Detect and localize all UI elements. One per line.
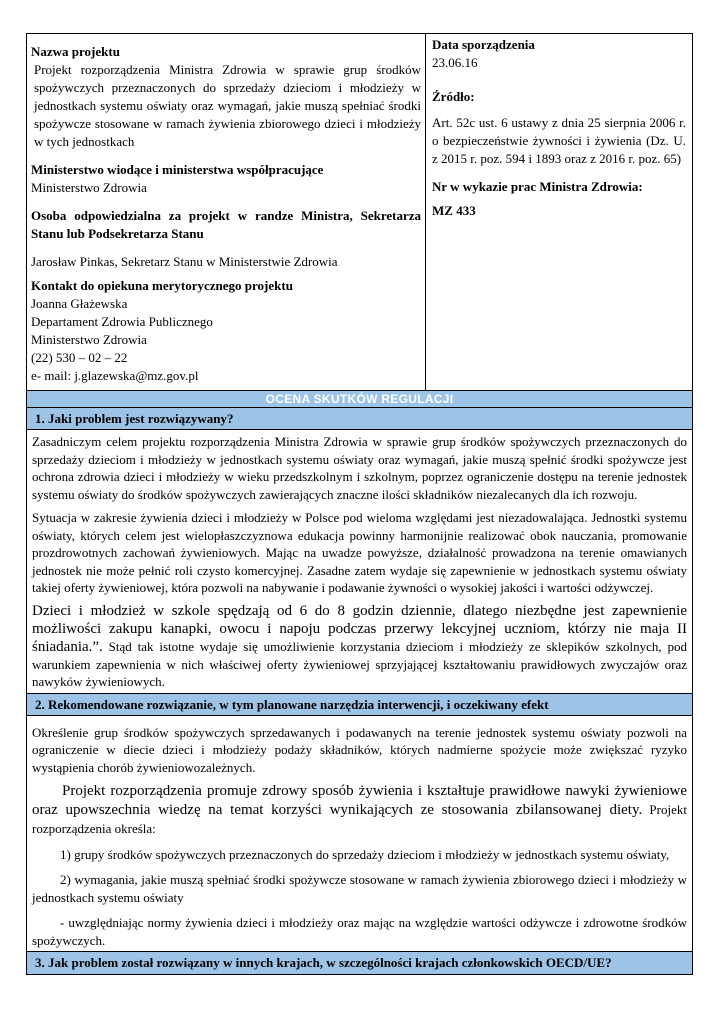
q2-paragraph-1: Określenie grup środków spożywczych sprzedawanych i podawanych na terenie jednostek systemu oświaty pozwoli na ograniczenie w diecie dzieci i młodzieży podaży składników, których nadmierne spożycie może zwiększać ryzyko wystąpienia chorób żywieniowozależnych. xyxy=(32,724,687,775)
source-label: Źródło: xyxy=(432,89,475,104)
question-1-heading: 1. Jaki problem jest rozwiązywany? xyxy=(27,408,692,430)
contact-ministry: Ministerstwo Zdrowia xyxy=(31,332,147,347)
contact-name: Joanna Głażewska xyxy=(31,296,128,311)
project-name: Projekt rozporządzenia Ministra Zdrowia w sprawie grup środków spożywczych przeznaczonych do sprzedaży dzieciom i młodzieży w jednostkach systemu oświaty oraz wymagań, jakie muszą spełniać środki spożywcze stosowane w ramach żywienia zbiorowego dzieci i młodzieży w tych jednostkach xyxy=(34,62,421,149)
contact-label: Kontakt do opiekuna merytorycznego projektu xyxy=(31,278,293,293)
date-label: Data sporządzenia xyxy=(432,37,535,52)
q1-paragraph-1: Zasadniczym celem projektu rozporządzenia Ministra Zdrowia w sprawie grup środków spożywczych przeznaczonych do sprzedaży dzieciom i młodzieży w jednostkach systemu oświaty oraz wymagań, jakie muszą spełnić środki spożywcze jest ochrona zdrowia dzieci i młodzieży w wieku przedszkolnym i szkolnym, poprzez ograniczenie dostępu na terenie jednostek systemu oświaty do środków spożywczych zawierających znaczne ilości składników niezalecanych dla ich rozwoju. xyxy=(32,434,687,502)
contact-department: Departament Zdrowia Publicznego xyxy=(31,314,213,329)
header-block xyxy=(27,34,692,391)
regulatory-impact-form xyxy=(26,33,693,975)
contact-email: e- mail: j.glazewska@mz.gov.pl xyxy=(31,368,199,383)
q2-paragraph-2-lead: Projekt rozporządzenia promuje zdrowy sposób żywienia i kształtuje prawidłowe nawyki żywieniowe oraz upowszechnia wiedzę na temat korzyści wynikających ze stosowania zbilansowanej diety. xyxy=(32,783,687,818)
q2-paragraph-2 xyxy=(32,782,687,838)
list-number: MZ 433 xyxy=(432,203,476,218)
q2-item-1: 1) grupy środków spożywczych przeznaczonych do sprzedaży dzieciom i młodzieży w jednostkach systemu oświaty, xyxy=(60,846,670,862)
q1-paragraph-3-rest: Stąd tak istotne wydaje się umożliwienie korzystania dzieciom i młodzieży ze sklepików szkolnych, pod warunkiem zapewnienia w nich właściwej oferty żywieniowej sprzyjającej kształtowaniu prawidłowych zwyczajów oraz nawyków żywieniowych. xyxy=(32,638,687,689)
responsible-person: Jarosław Pinkas, Sekretarz Stanu w Ministerstwie Zdrowia xyxy=(31,254,338,269)
ministry-label: Ministerstwo wiodące i ministerstwa współpracujące xyxy=(31,162,324,177)
responsible-person-label: Osoba odpowiedzialna za projekt w randze Ministra, Sekretarza Stanu lub Podsekretarza Stanu xyxy=(31,208,421,241)
question-2-heading: 2. Rekomendowane rozwiązanie, w tym planowane narzędzia interwencji, i oczekiwany efekt xyxy=(27,694,692,716)
assessment-title: OCENA SKUTKÓW REGULACJI xyxy=(27,391,692,408)
question-3-heading: 3. Jak problem został rozwiązany w innych krajach, w szczególności krajach członkowskich OECD/UE? xyxy=(27,952,692,974)
project-info-column xyxy=(27,34,426,390)
q2-item-3: - uwzględniając normy żywienia dzieci i młodzieży oraz mając na względzie wartości odżywcze i zdrowotne środków spożywczych. xyxy=(32,915,687,948)
project-name-label: Nazwa projektu xyxy=(31,44,120,59)
date-value: 23.06.16 xyxy=(432,55,478,70)
q1-paragraph-2: Sytuacja w zakresie żywienia dzieci i młodzieży w Polsce pod wieloma względami jest niezadowalająca. Jednostki systemu oświaty, których celem jest wielopłaszczyznowa edukacja powinny harmonijnie realizować obok nauczania, promowanie prozdrowotnych zachowań żywieniowych. Mając na uwadze powyższe, działalność prowadzona na terenie omawianych jednostek nie może pełnić roli czysto komercyjnej. Zasadne zatem wydaje się zapewnienie w jednostkach systemu oświaty takiej oferty żywieniowej, która pozwoli na nabywanie i podawanie żywności o wysokiej jakości i wartości odżywczej. xyxy=(32,510,687,595)
question-1-body xyxy=(27,430,692,694)
list-number-label: Nr w wykazie prac Ministra Zdrowia: xyxy=(432,179,643,194)
document-meta-column xyxy=(426,34,692,390)
contact-phone: (22) 530 – 02 – 22 xyxy=(31,350,128,365)
source-value: Art. 52c ust. 6 ustawy z dnia 25 sierpnia 2006 r. o bezpieczeństwie żywności i żywienia (Dz. U. z 2015 r. poz. 594 i 1893 oraz z 2016 r. poz. 65) xyxy=(432,115,686,166)
q2-paragraph-2-rest: Projekt rozporządzenia określa: xyxy=(32,802,687,836)
question-2-body xyxy=(27,716,692,953)
q1-paragraph-3-lead: Dzieci i młodzież w szkole spędzają od 6 do 8 godzin dziennie, dlatego niezbędne jest zapewnienie możliwości zakupu kanapki, owocu i napoju podczas przerwy lekcyjnej uczniom, którzy nie maja II śniadania.”. xyxy=(32,602,687,655)
q1-paragraph-3 xyxy=(32,602,687,691)
q2-item-2: 2) wymagania, jakie muszą spełniać środki spożywcze stosowane w ramach żywienia zbiorowego dzieci i młodzieży w jednostkach systemu oświaty xyxy=(32,872,687,905)
ministry-value: Ministerstwo Zdrowia xyxy=(31,180,147,195)
